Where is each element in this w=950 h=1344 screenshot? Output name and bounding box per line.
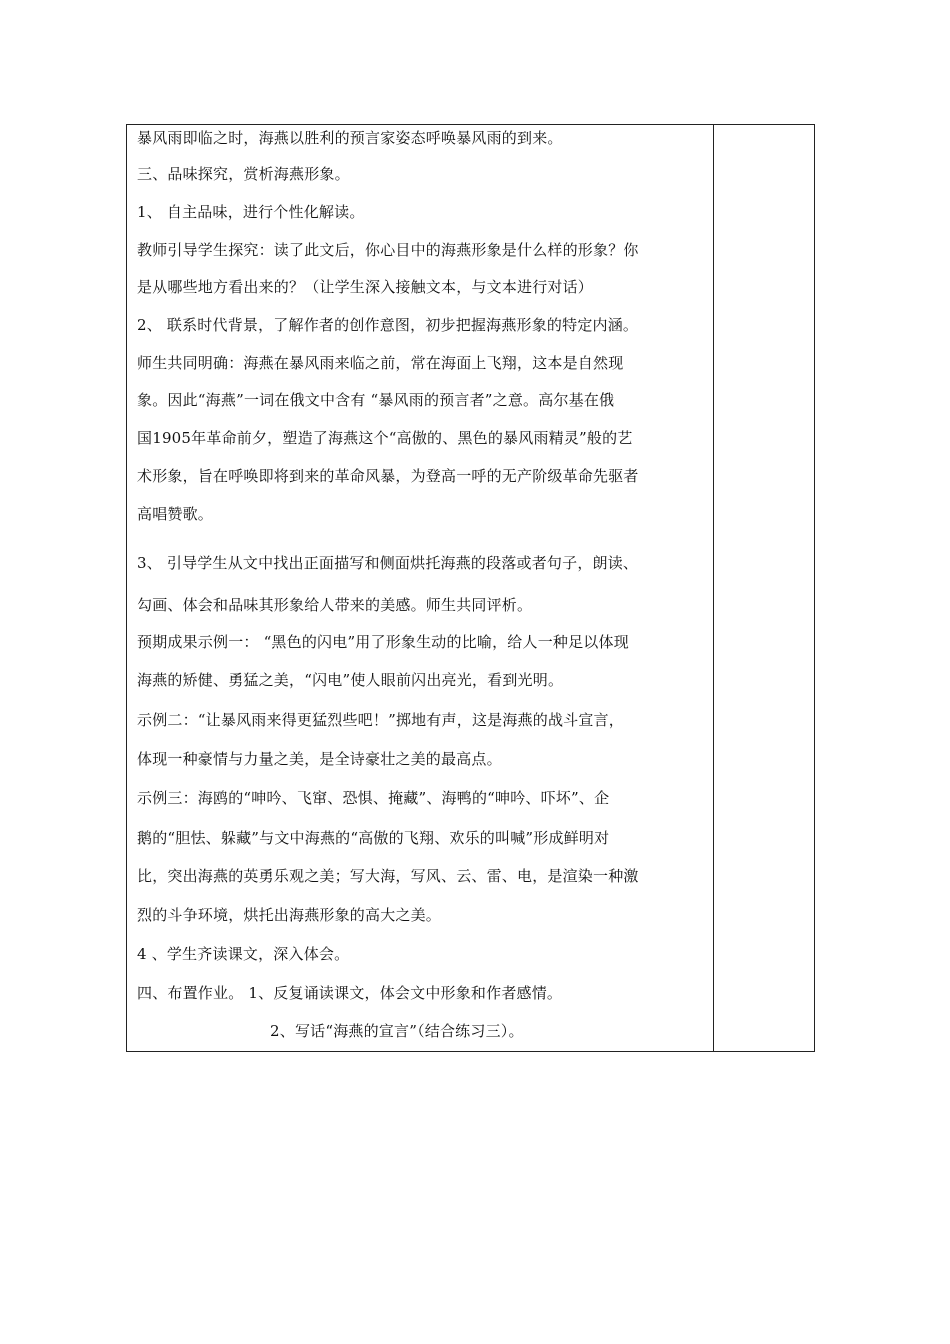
text-line: 教师引导学生探究：读了此文后，你心目中的海燕形象是什么样的形象？你	[137, 241, 639, 259]
text-line: 术形象，旨在呼唤即将到来的革命风暴，为登高一呼的无产阶级革命先驱者	[137, 467, 639, 485]
notes-cell	[714, 125, 814, 1051]
text-line: 3、 引导学生从文中找出正面描写和侧面烘托海燕的段落或者句子，朗读、	[137, 554, 639, 572]
text-line: 鹅的“胆怯、躲藏”与文中海燕的“高傲的飞翔、欢乐的叫喊”形成鲜明对	[137, 829, 610, 847]
text-line: 1、 自主品味，进行个性化解读。	[137, 203, 365, 221]
text-line: 体现一种豪情与力量之美，是全诗豪壮之美的最高点。	[137, 750, 502, 768]
section-heading: 三、品味探究，赏析海燕形象。	[137, 165, 350, 183]
lesson-table	[126, 124, 815, 1052]
text-line: 预期成果示例一： “黑色的闪电”用了形象生动的比喻，给人一种足以体现	[137, 633, 629, 651]
text-line: 比，突出海燕的英勇乐观之美；写大海，写风、云、雷、电，是渲染一种激	[137, 867, 639, 885]
text-line: 海燕的矫健、勇猛之美，“闪电”使人眼前闪出亮光，看到光明。	[137, 671, 564, 689]
text-line: 2、写话“海燕的宣言”（结合练习三）。	[270, 1022, 524, 1040]
text-line: 象。因此“海燕”一词在俄文中含有 “暴风雨的预言者”之意。高尔基在俄	[137, 391, 615, 409]
text-line: 高唱赞歌。	[137, 505, 214, 523]
section-heading: 四、布置作业。 1、反复诵读课文，体会文中形象和作者感情。	[137, 984, 563, 1002]
text-line: 示例三：海鸥的“呻吟、飞窜、恐惧、掩藏”、海鸭的“呻吟、吓坏”、企	[137, 789, 610, 807]
text-line: 师生共同明确：海燕在暴风雨来临之前，常在海面上飞翔，这本是自然现	[137, 354, 624, 372]
text-line: 是从哪些地方看出来的？（让学生深入接触文本，与文本进行对话）	[137, 278, 594, 296]
lesson-content-cell	[127, 125, 713, 1051]
text-line: 暴风雨即临之时，海燕以胜利的预言家姿态呼唤暴风雨的到来。	[137, 129, 563, 147]
text-line: 国1905年革命前夕，塑造了海燕这个“高傲的、黑色的暴风雨精灵”般的艺	[137, 429, 633, 447]
text-line: 勾画、体会和品味其形象给人带来的美感。师生共同评析。	[137, 596, 533, 614]
text-line: 示例二：“让暴风雨来得更猛烈些吧！”掷地有声，这是海燕的战斗宣言，	[137, 711, 624, 729]
text-line: 烈的斗争环境，烘托出海燕形象的高大之美。	[137, 906, 442, 924]
text-line: 2、 联系时代背景，了解作者的创作意图，初步把握海燕形象的特定内涵。	[137, 316, 639, 334]
text-line: 4 、学生齐读课文，深入体会。	[137, 945, 350, 963]
